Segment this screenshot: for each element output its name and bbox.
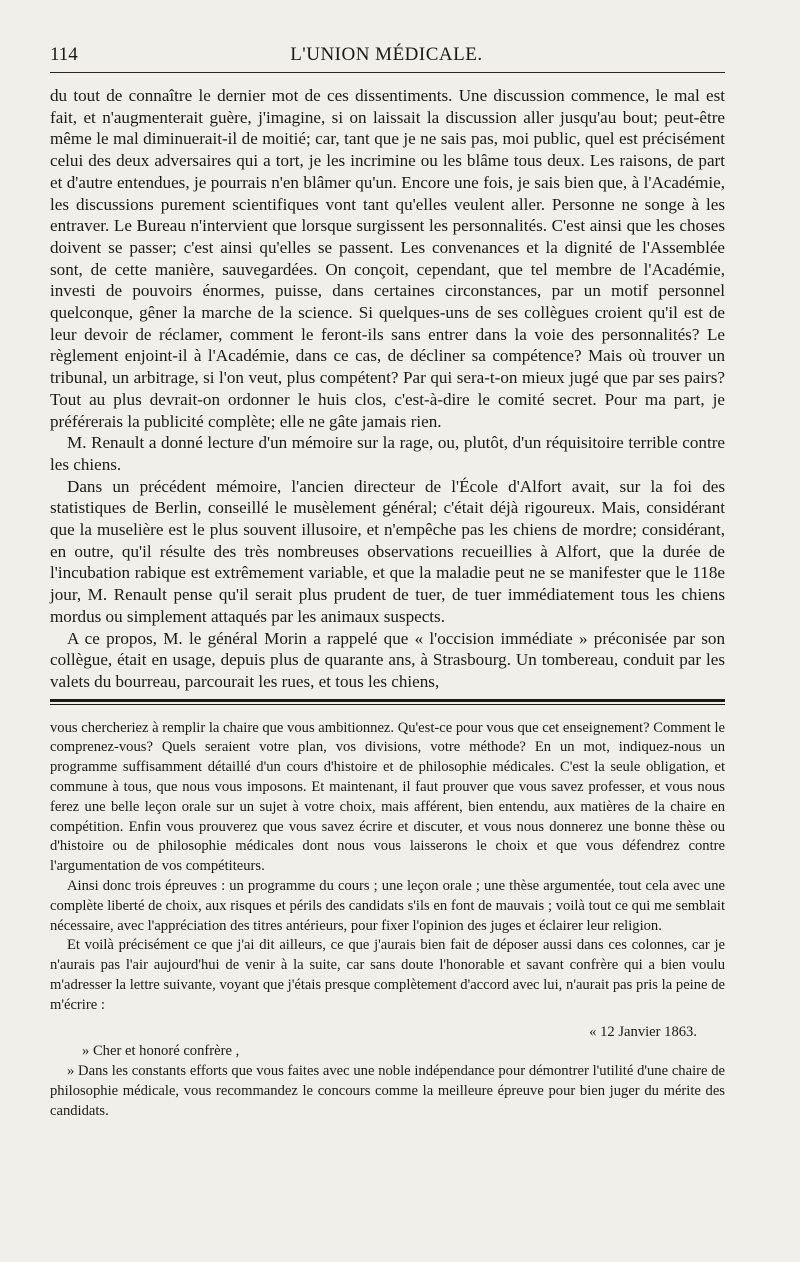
letter-date: « 12 Janvier 1863. xyxy=(589,1023,697,1040)
article-paragraph: A ce propos, M. le général Morin a rappelé que « l'occision immédiate » préconisée par son collègue, était en usage, depuis plus de quarante ans, à Strasbourg. Un tombereau, conduit par les valets du bourreau, parcourait les rues, et tous les chiens, xyxy=(50,628,725,691)
page-number: 114 xyxy=(50,44,78,65)
page-header xyxy=(50,44,725,73)
page xyxy=(50,44,725,1122)
feuilleton-paragraph: Ainsi donc trois épreuves : un programme du cours ; une leçon orale ; une thèse argumentée, tout cela avec une complète liberté de choix, aux risques et périls des candidats s'ils en font de mauvais ; voilà tout ce qui me semblait nécessaire, avec l'appréciation des titres antérieurs, pour fixer l'opinion des juges et éclairer leur religion. xyxy=(50,878,725,934)
article-paragraph: du tout de connaître le dernier mot de ces dissentiments. Une discussion commence, le mal est fait, et n'augmenterait guère, j'imagine, si on laissait la discussion aller jusqu'au bout; peut-être même le mal diminuerait-il de moitié; car, tant que je ne sais pas, moi public, quel est précisément celui des deux adversaires qui a tort, je les incrimine ou les blâme tous deux. Les raisons, de part et d'autre entendues, je pourrais n'en blâmer qu'un. Encore une fois, je sais bien que, à l'Académie, les discussions purement scientifiques vont tant qu'elles veulent aller. Personne ne songe à les entraver. Le Bureau n'intervient que lorsque surgissent les personnalités. C'est ainsi que les choses doivent se passer; c'est ainsi qu'elles se passent. Les convenances et la dignité de l'Assemblée sont, de cette manière, sauvegardées. On conçoit, cependant, que tel membre de l'Académie, investi de pouvoirs énormes, puisse, dans certaines circonstances, par un motif personnel quelconque, gêner la marche de la science. Si quelques-uns de ses collègues croient qu'il est de leur devoir de réclamer, comment le feront-ils sans entrer dans la voie des personnalités? Le règlement enjoint-il à l'Académie, dans ce cas, de décliner sa compétence? Mais où trouver un tribunal, un arbitrage, si l'on veut, plus compétent? Par qui sera-t-on mieux jugé que par ses pairs? Tout au plus devrait-on ordonner le huis clos, c'est-à-dire le comité secret. Pour ma part, je préférerais la publicité complète; elle ne gâte jamais rien. xyxy=(50,86,725,431)
article-paragraph: M. Renault a donné lecture d'un mémoire sur la rage, ou, plutôt, d'un réquisitoire terrible contre les chiens. xyxy=(50,433,725,474)
journal-title: L'UNION MÉDICALE. xyxy=(290,44,483,65)
feuilleton-section xyxy=(50,719,725,1122)
feuilleton-paragraph: Et voilà précisément ce que j'ai dit ailleurs, ce que j'aurais bien fait de déposer aussi dans ces colonnes, car je n'aurais pas l'air aujourd'hui de venir à la suite, car sans doute l'honorable et savant confrère qui a bien voulu m'adresser la lettre suivante, voyant que j'étais presque complètement d'accord avec lui, n'aurait pas pris la peine de m'écrire : xyxy=(50,937,725,1013)
letter-body: » Dans les constants efforts que vous faites avec une noble indépendance pour démontrer l'utilité d'une chaire de philosophie médicale, vous recommandez le concours comme la meilleure épreuve pour bien juger du mérite des candidats. xyxy=(50,1063,725,1119)
article-paragraph: Dans un précédent mémoire, l'ancien directeur de l'École d'Alfort avait, sur la foi des statistiques de Berlin, conseillé le musèlement général; c'était déjà rigoureux. Mais, considérant que la muselière est le plus souvent illusoire, et n'empêche pas les chiens de mordre; considérant, en outre, qu'il résulte des très nombreuses observations recueillies à Alfort, que la durée de l'incubation rabique est extrêmement variable, et que la maladie peut ne se manifester que le 118e jour, M. Renault pense qu'il serait plus prudent de tuer, de tuer immédiatement tous les chiens mordus ou simplement attaqués par les animaux suspects. xyxy=(50,476,725,626)
main-article xyxy=(50,85,725,693)
feuilleton-paragraph: vous chercheriez à remplir la chaire que vous ambitionnez. Qu'est-ce pour vous que cet enseignement? Comment le comprenez-vous? Quels seraient votre plan, vos divisions, votre méthode? En un mot, indiquez-nous un programme suffisamment détaillé d'un cours d'histoire et de philosophie médicales. C'est la seule obligation, et commune à tous, que nous vous imposons. Et maintenant, il faut prouver que vous savez professer, et vous nous ferez une belle leçon orale sur un sujet à votre choix, mais afférent, bien entendu, aux matières de la chaire en compétition. Enfin vous prouverez que vous savez écrire et discuter, et vous nous donnerez une bonne thèse ou d'histoire ou de philosophie médicales dont nous vous laisserons le choix et que vous défendrez contre l'argumentation de vos compétiteurs. xyxy=(50,719,725,875)
feuilleton-divider xyxy=(50,699,725,705)
letter-salutation: » Cher et honoré confrère , xyxy=(82,1043,240,1060)
